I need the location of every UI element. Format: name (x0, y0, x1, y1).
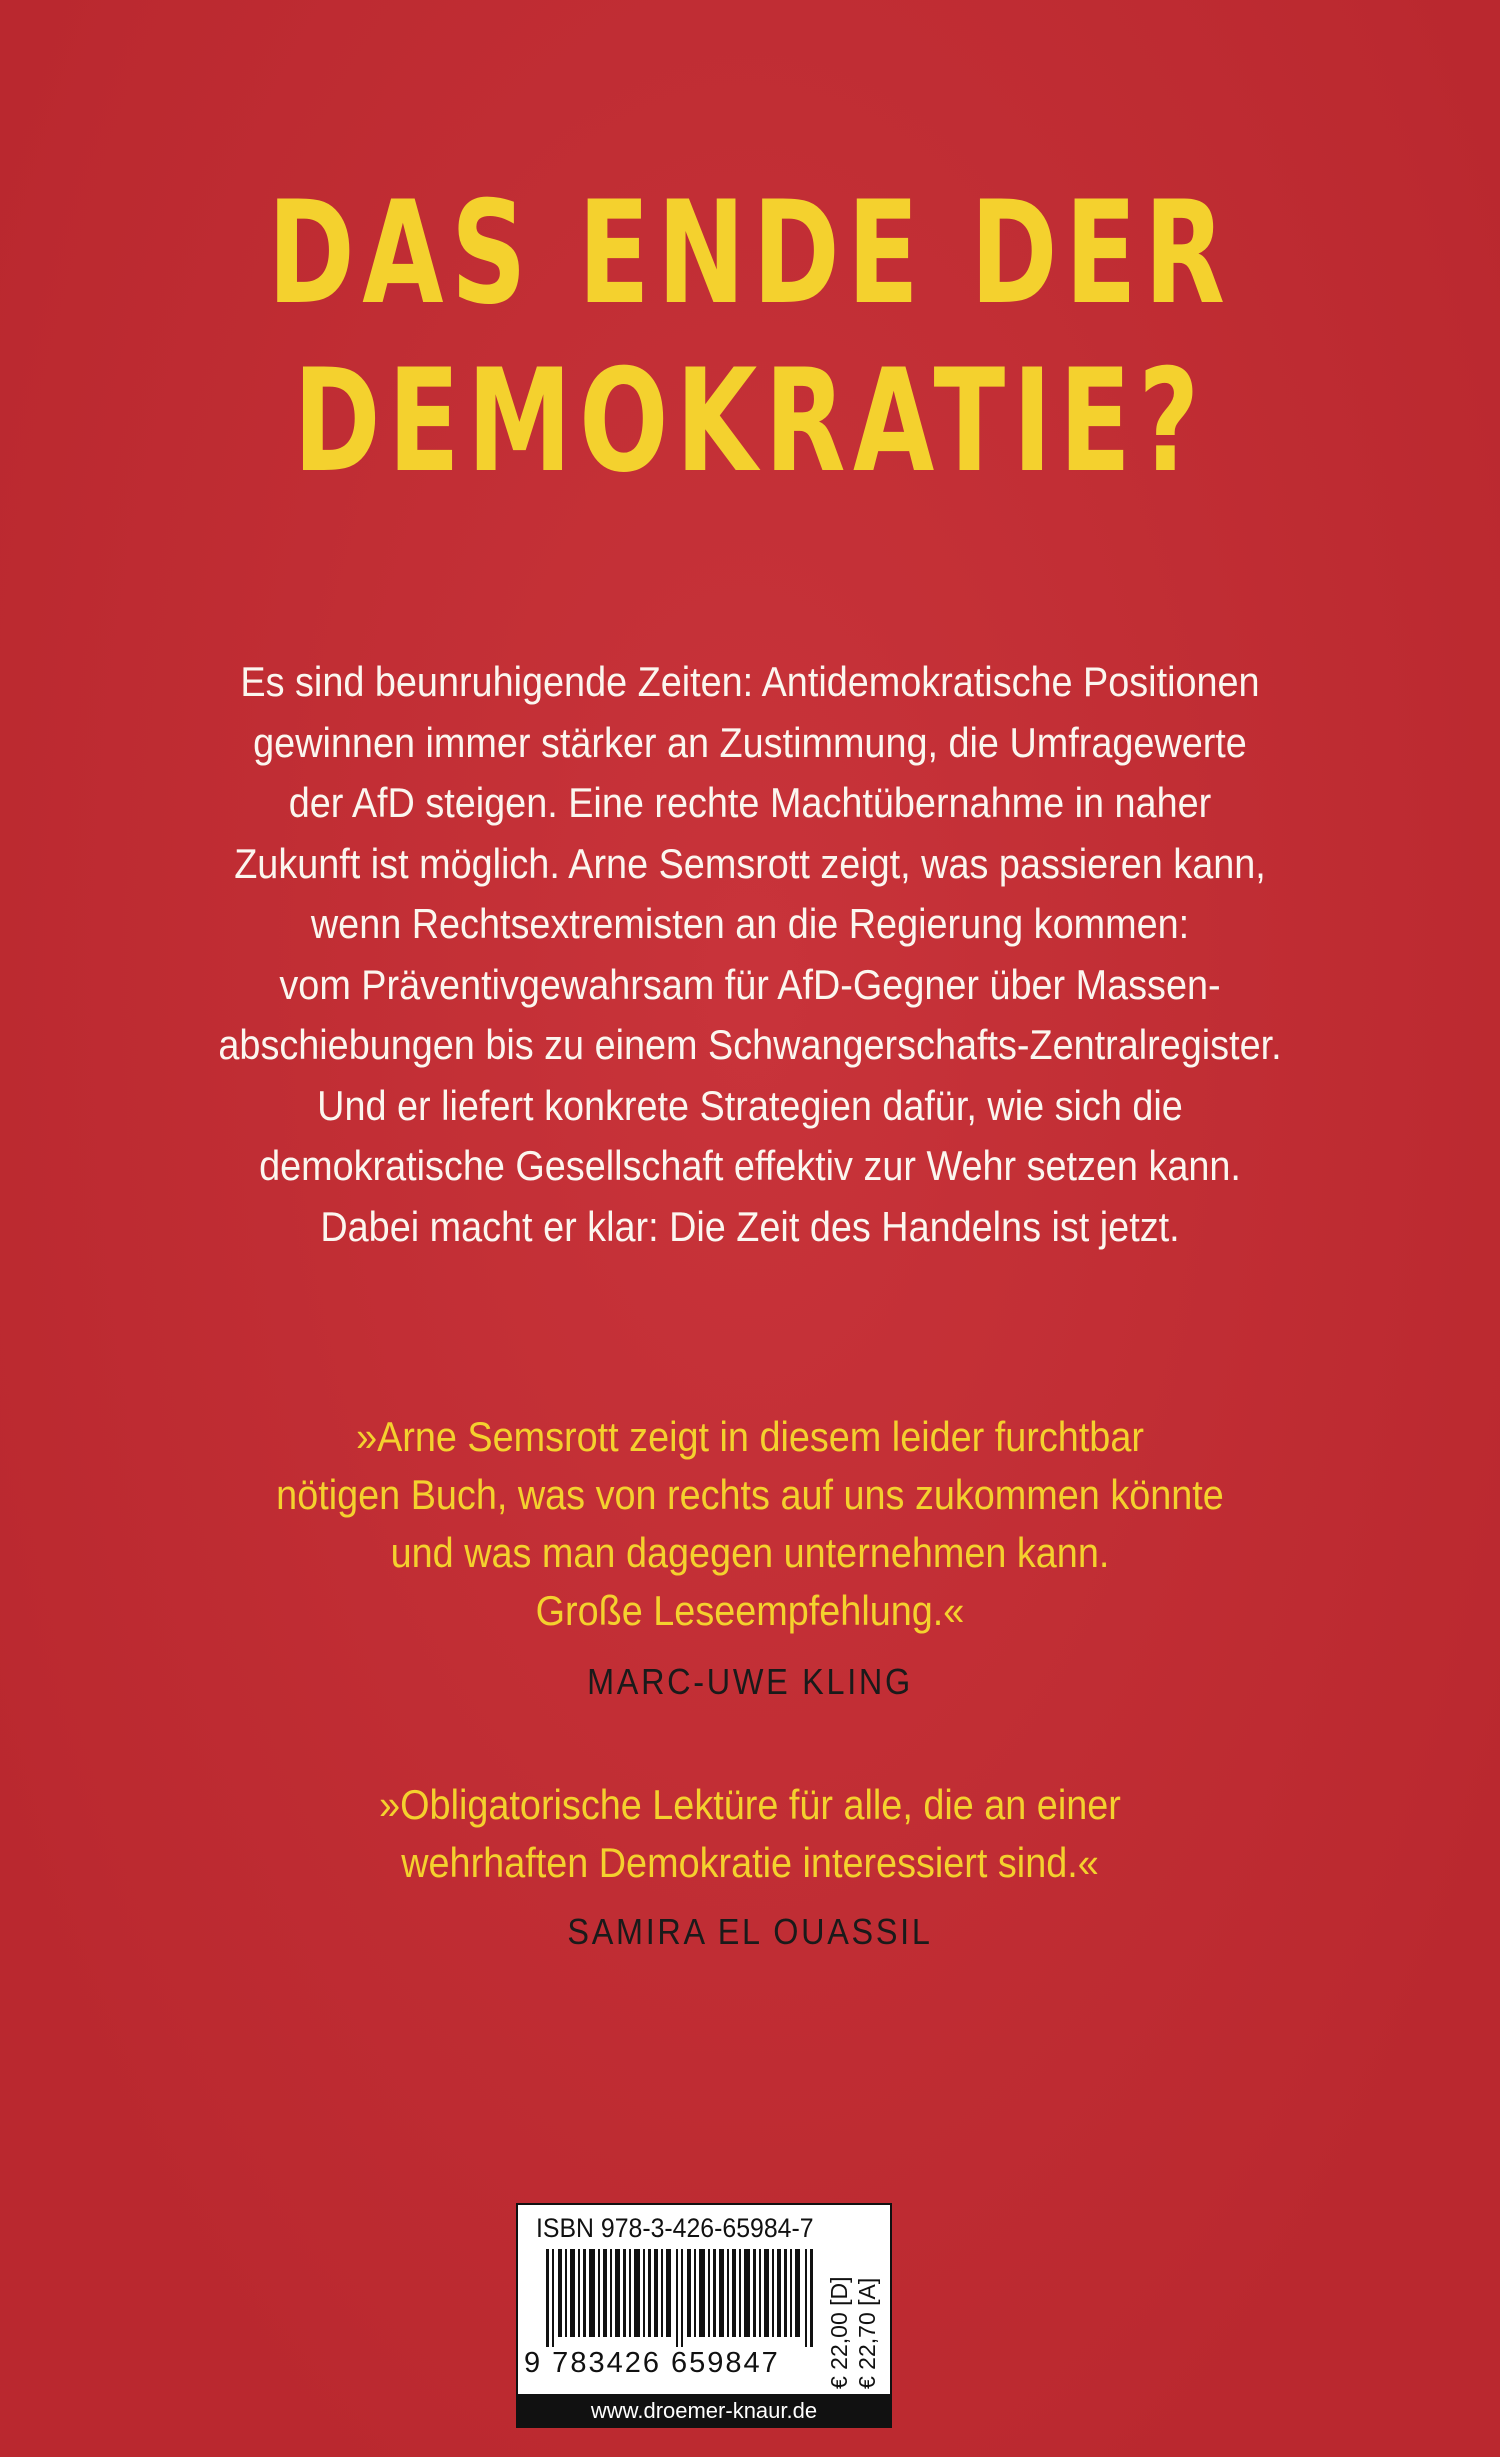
barcode-digits: 9 783426 659847 (524, 2347, 780, 2379)
blurb-line: demokratische Gesellschaft effektiv zur Wehr setzen kann. (259, 1142, 1241, 1189)
blurb-line: Es sind beunruhigende Zeiten: Antidemokratische Positionen (240, 658, 1260, 705)
price-column (826, 2249, 886, 2389)
blurb-line: abschiebungen bis zu einem Schwangerschafts-Zentralregister. (218, 1021, 1282, 1068)
isbn-barcode (516, 2203, 892, 2396)
blurb-line: Zukunft ist möglich. Arne Semsrott zeigt, was passieren kann, (234, 839, 1266, 887)
price-austria: € 22,70 [A] (854, 2277, 880, 2389)
blurb-text (111, 652, 1389, 1257)
quote-line: »Arne Semsrott zeigt in diesem leider furchtbar (356, 1413, 1144, 1460)
quote-line: Große Leseempfehlung.« (535, 1587, 965, 1634)
title-line-1: DAS ENDE DER (267, 171, 1233, 336)
quote-samira-el-ouassil (111, 1776, 1389, 1892)
quote-author-2: SAMIRA EL OUASSIL (567, 1911, 933, 1952)
quote-line: nötigen Buch, was von rechts auf uns zukommen könnte (276, 1471, 1224, 1518)
quote-line: »Obligatorische Lektüre für alle, die an einer (379, 1781, 1121, 1828)
blurb-line: gewinnen immer stärker an Zustimmung, die Umfragewerte (253, 718, 1247, 766)
title-line-2: DEMOKRATIE? (293, 339, 1207, 504)
blurb-line: wenn Rechtsextremisten an die Regierung kommen: (310, 900, 1190, 947)
blurb-line: Und er liefert konkrete Strategien dafür, wie sich die (317, 1081, 1183, 1129)
quote-marc-uwe-kling (111, 1408, 1389, 1640)
cover-title (195, 170, 1305, 506)
quote-author-1: MARC-UWE KLING (587, 1661, 913, 1702)
quote-line: wehrhaften Demokratie interessiert sind.« (401, 1839, 1099, 1886)
blurb-line: der AfD steigen. Eine rechte Machtübernahme in naher (288, 779, 1212, 826)
publisher-website: www.droemer-knaur.de (516, 2394, 892, 2428)
price-germany: € 22,00 [D] (826, 2276, 852, 2389)
blurb-line: vom Präventivgewahrsam für AfD-Gegner über Massen- (279, 960, 1221, 1008)
isbn-label: ISBN 978-3-426-65984-7 (536, 2213, 814, 2243)
quote-line: und was man dagegen unternehmen kann. (390, 1529, 1110, 1576)
blurb-line: Dabei macht er klar: Die Zeit des Handelns ist jetzt. (320, 1202, 1180, 1250)
barcode-bars (546, 2249, 816, 2347)
